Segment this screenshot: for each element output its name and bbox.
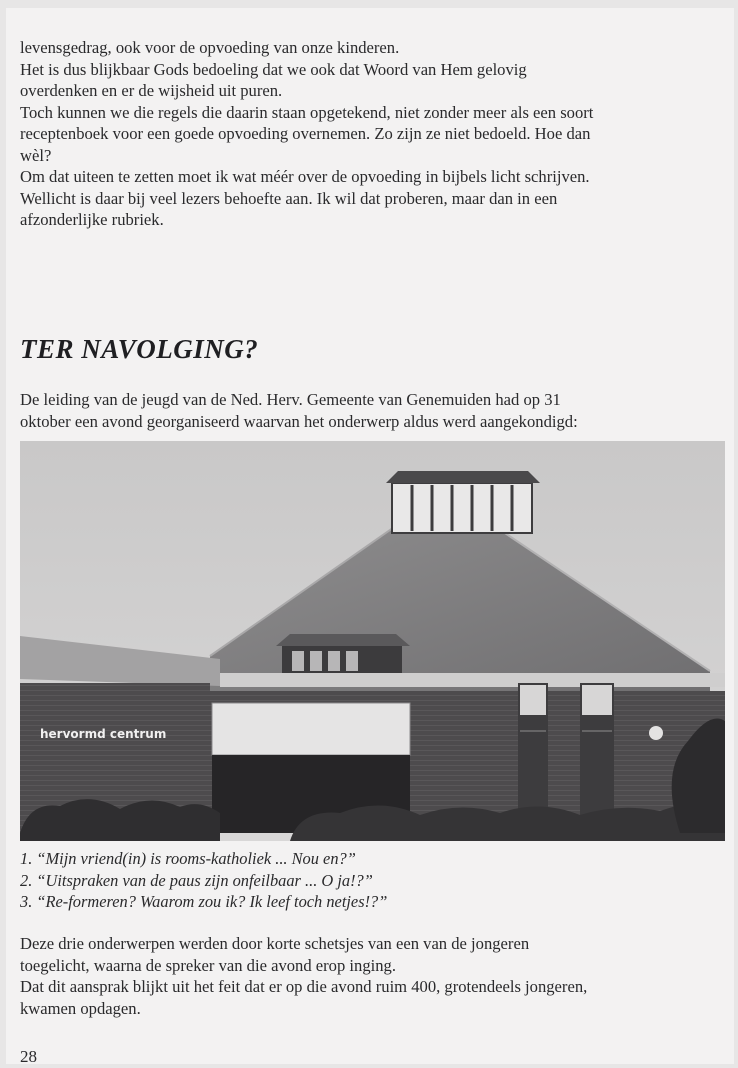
- window: [582, 685, 612, 715]
- text-line: Toch kunnen we die regels die daarin staan opgetekend, niet zonder meer als een soort: [20, 102, 594, 122]
- caption-line: 3. “Re-formeren? Waarom zou ik? Ik leef toch netjes!?”: [20, 892, 388, 911]
- wall-lamp: [649, 726, 663, 740]
- entrance-canopy: [212, 703, 410, 755]
- text-line: levensgedrag, ook voor de opvoeding van onze kinderen.: [20, 38, 400, 57]
- intro-paragraph: [20, 37, 724, 231]
- section-intro-paragraph: [20, 389, 724, 432]
- text-line: afzonderlijke rubriek.: [20, 210, 164, 229]
- text-line: Deze drie onderwerpen werden door korte schetsjes van een van de jongeren: [20, 934, 530, 953]
- closing-paragraph: [20, 933, 724, 1019]
- section-heading: TER NAVOLGING?: [20, 334, 259, 364]
- text-line: oktober een avond georganiseerd waarvan het onderwerp aldus werd aangekondigd:: [20, 411, 578, 431]
- lantern-cap: [386, 471, 540, 483]
- text-line: Om dat uiteen te zetten moet ik wat méér over de opvoeding in bijbels licht schrijven.: [20, 167, 590, 186]
- text-line: kwamen opdagen.: [20, 998, 141, 1018]
- text-line: Het is dus blijkbaar Gods bedoeling dat we ook dat Woord van Hem gelovig: [20, 59, 527, 79]
- page-number: 28: [20, 1047, 37, 1066]
- text-line: receptenboek voor een goede opvoeding overnemen. Zo zijn ze niet bedoeld. Hoe dan: [20, 124, 591, 143]
- church-photo: [20, 441, 725, 841]
- text-line: Wellicht is daar bij veel lezers behoefte aan. Ik wil dat proberen, maar dan in een: [20, 188, 558, 208]
- text-line: De leiding van de jeugd van de Ned. Herv. Gemeente van Genemuiden had op 31: [20, 390, 561, 409]
- page: [6, 8, 734, 1064]
- window: [520, 685, 546, 715]
- caption-line: 2. “Uitspraken van de paus zijn onfeilbaar ... O ja!?”: [20, 870, 373, 890]
- building-sign: hervormd centrum: [40, 727, 167, 741]
- text-line: wèl?: [20, 145, 52, 165]
- text-line: Dat dit aansprak blijkt uit het feit dat er op die avond ruim 400, grotendeels jongeren,: [20, 977, 588, 996]
- text-line: overdenken en er de wijsheid uit puren.: [20, 81, 283, 100]
- caption-line: 1. “Mijn vriend(in) is rooms-katholiek ... Nou en?”: [20, 849, 356, 868]
- text-line: toegelicht, waarna de spreker van die avond erop inging.: [20, 955, 396, 975]
- photo-captions: [20, 848, 724, 913]
